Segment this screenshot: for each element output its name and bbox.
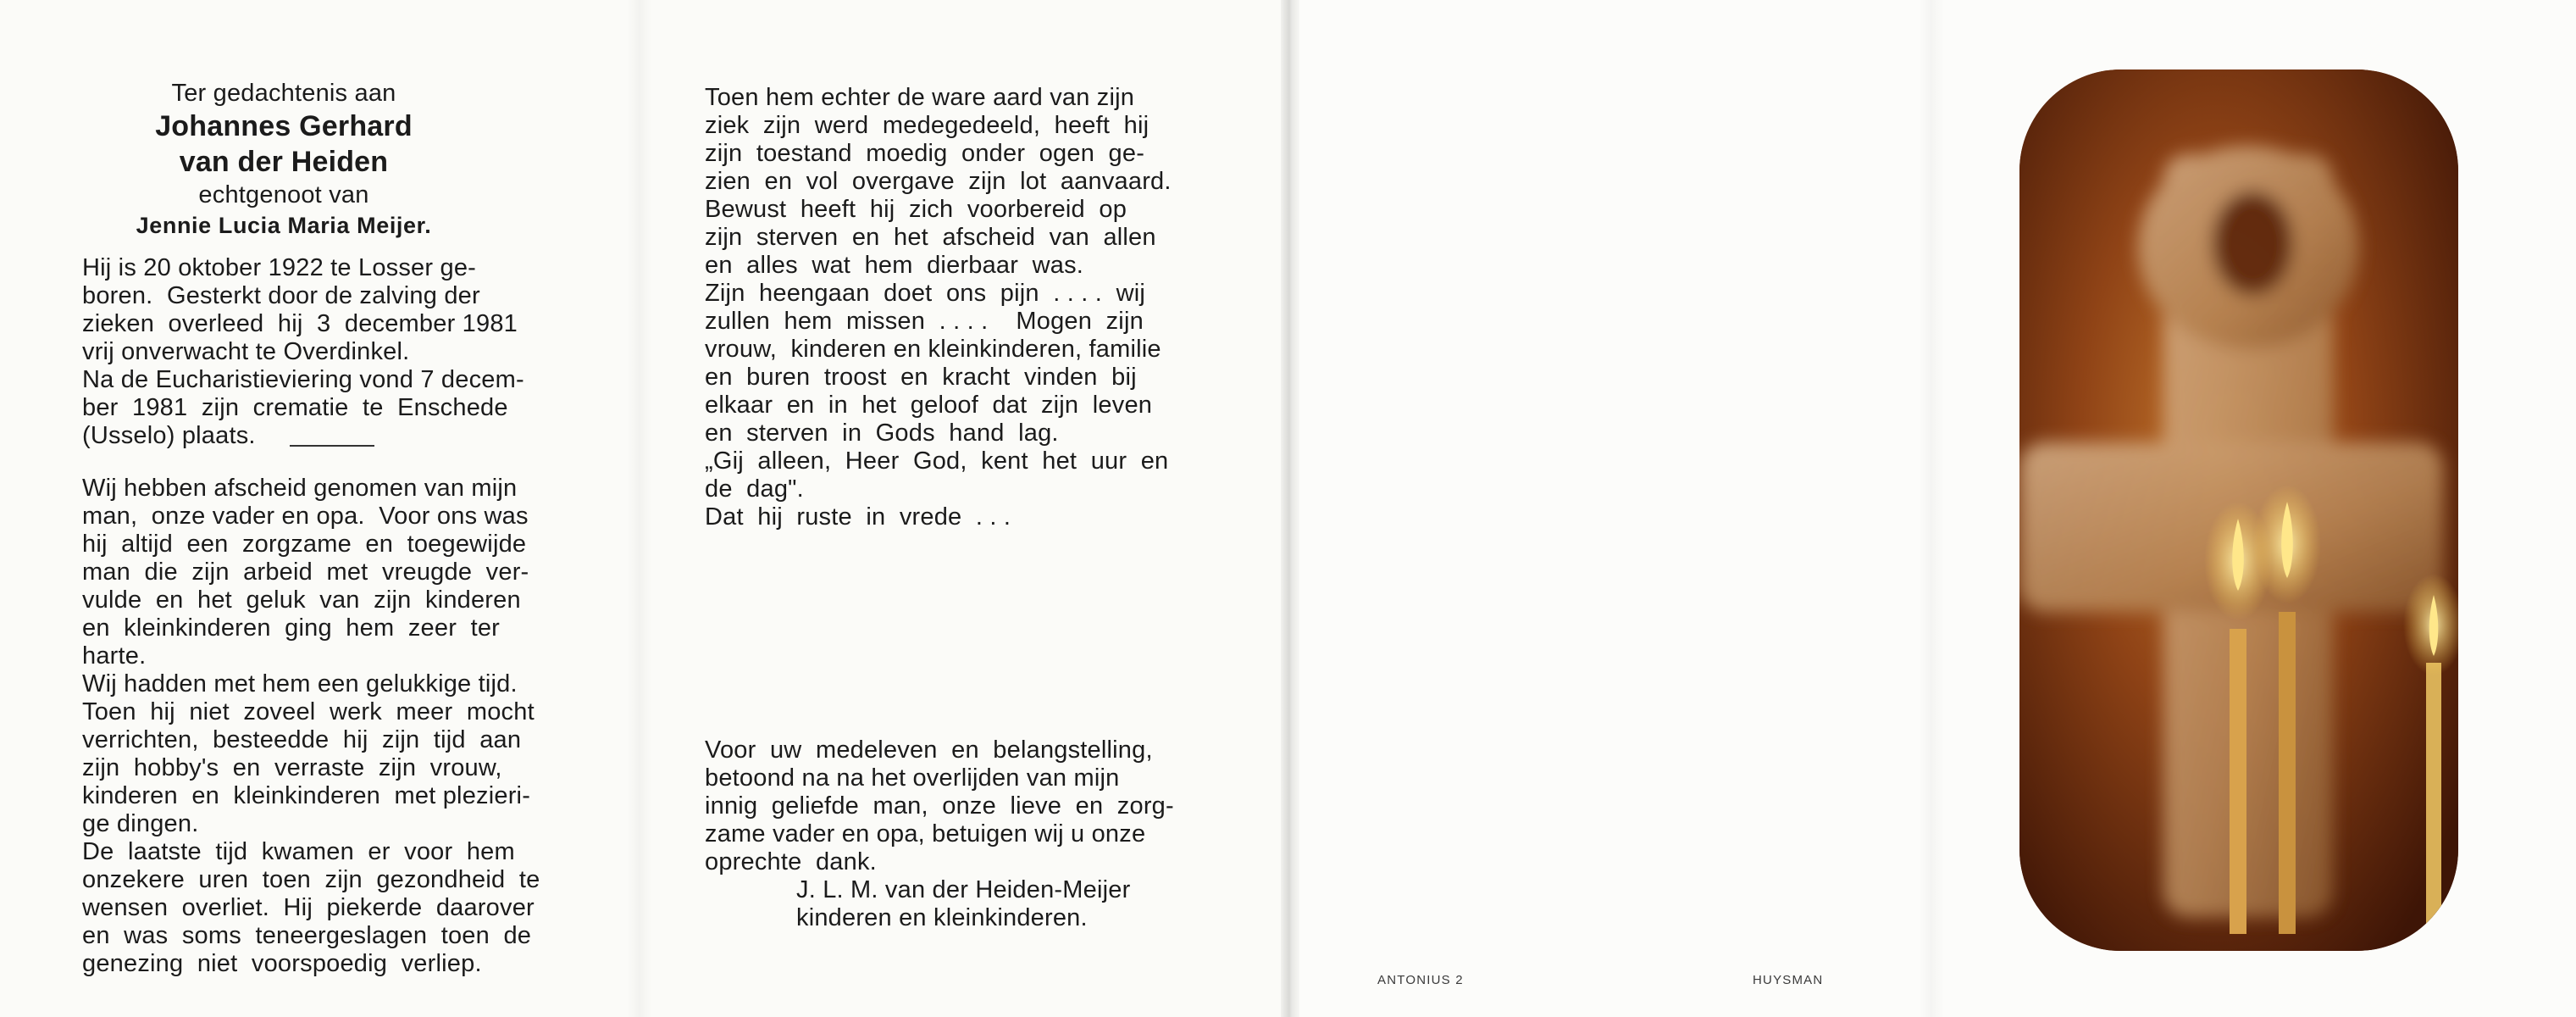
text-line: (Usselo) plaats. (82, 422, 256, 449)
fold-crease-left (627, 0, 652, 1017)
cross-with-candles-photo (2019, 69, 2458, 951)
card-gap (1281, 0, 1299, 1017)
text-line: de dag". (705, 475, 804, 503)
text-line: zijn hobby's en verraste zijn vrouw, (82, 754, 502, 781)
text-line: man, onze vader en opa. Voor ons was (82, 503, 529, 530)
text-line: harte. (82, 642, 147, 670)
text-line: onzekere uren toen zijn gezondheid te (82, 866, 540, 893)
text-line: zijn toestand moedig onder ogen ge- (705, 140, 1145, 167)
text-line: Toen hij niet zoveel werk meer mocht (82, 698, 535, 725)
deceased-name-last: van der Heiden (179, 146, 389, 178)
text-line: De laatste tijd kwamen er voor hem (82, 838, 515, 865)
text-line: genezing niet voorspoedig verliep. (82, 950, 482, 977)
text-line: Dat hij ruste in vrede . . . (705, 503, 1011, 531)
text-line: vrouw, kinderen en kleinkinderen, familie (705, 336, 1161, 363)
printer-mark-left: ANTONIUS 2 (1377, 973, 1464, 987)
text-line: boren. Gesterkt door de zalving der (82, 282, 480, 309)
spouse-intro: echtgenoot van (198, 181, 369, 208)
text-line: oprechte dank. (705, 848, 877, 875)
spouse-name: Jennie Lucia Maria Meijer. (136, 213, 432, 238)
memorial-header (80, 78, 487, 241)
text-line: en alles wat hem dierbaar was. (705, 252, 1084, 279)
text-line: zijn sterven en het afscheid van allen (705, 224, 1156, 251)
text-line: ge dingen. (82, 810, 199, 837)
memorial-intro: Ter gedachtenis aan (171, 80, 396, 107)
text-line: ziek zijn werd medegedeeld, heeft hij (705, 112, 1150, 139)
text-line: betoond na na het overlijden van mijn (705, 764, 1120, 792)
signature-line: kinderen en kleinkinderen. (796, 904, 1088, 931)
text-line: zieken overleed hij 3 december 1981 (82, 310, 518, 337)
text-line: en sterven in Gods hand lag. (705, 420, 1059, 447)
text-line: Hij is 20 oktober 1922 te Losser ge- (82, 254, 477, 281)
thank-you-text (705, 736, 1213, 932)
fold-crease-right (1919, 0, 1944, 1017)
text-line: verrichten, besteedde hij zijn tijd aan (82, 726, 522, 753)
text-line: Voor uw medeleven en belangstelling, (705, 736, 1153, 764)
text-line: en buren troost en kracht vinden bij (705, 364, 1137, 391)
text-line: Bewust heeft hij zich voorbereid op (705, 196, 1127, 223)
text-line: zame vader en opa, betuigen wij u onze (705, 820, 1146, 848)
farewell-text (705, 84, 1213, 531)
biography-text (82, 254, 590, 978)
cross-illustration (2019, 69, 2458, 951)
text-line: hij altijd een zorgzame en toegewijde (82, 531, 527, 558)
text-line: vrij onverwacht te Overdinkel. (82, 338, 410, 365)
text-line: zullen hem missen . . . . Mogen zijn (705, 308, 1144, 335)
deceased-name-first: Johannes Gerhard (155, 110, 413, 142)
text-line: ber 1981 zijn crematie te Enschede (82, 394, 508, 421)
text-line: en was soms teneergeslagen toen de (82, 922, 532, 949)
text-line: Na de Eucharistieviering vond 7 decem- (82, 366, 524, 393)
text-line: vulde en het geluk van zijn kinderen (82, 586, 521, 614)
text-line: elkaar en in het geloof dat zijn leven (705, 392, 1153, 419)
text-line: innig geliefde man, onze lieve en zorg- (705, 792, 1174, 820)
text-line: wensen overliet. Hij piekerde daarover (82, 894, 535, 921)
text-line: Wij hadden met hem een gelukkige tijd. (82, 670, 518, 697)
biography-paragraph-1 (82, 254, 590, 447)
text-line: en kleinkinderen ging hem zeer ter (82, 614, 501, 642)
text-line: Toen hem echter de ware aard van zijn (705, 84, 1135, 111)
signature (705, 876, 1213, 932)
signature-line: J. L. M. van der Heiden-Meijer (796, 876, 1131, 903)
text-line: man die zijn arbeid met vreugde ver- (82, 559, 529, 586)
text-line: Zijn heengaan doet ons pijn . . . . wij (705, 280, 1146, 307)
text-line: zien en vol overgave zijn lot aanvaard. (705, 168, 1172, 195)
text-line: kinderen en kleinkinderen met plezieri- (82, 782, 531, 809)
biography-paragraph-2 (82, 475, 590, 978)
text-line: Wij hebben afscheid genomen van mijn (82, 475, 518, 502)
printer-mark-right: HUYSMAN (1753, 973, 1824, 987)
text-line: „Gij alleen, Heer God, kent het uur en (705, 447, 1169, 475)
